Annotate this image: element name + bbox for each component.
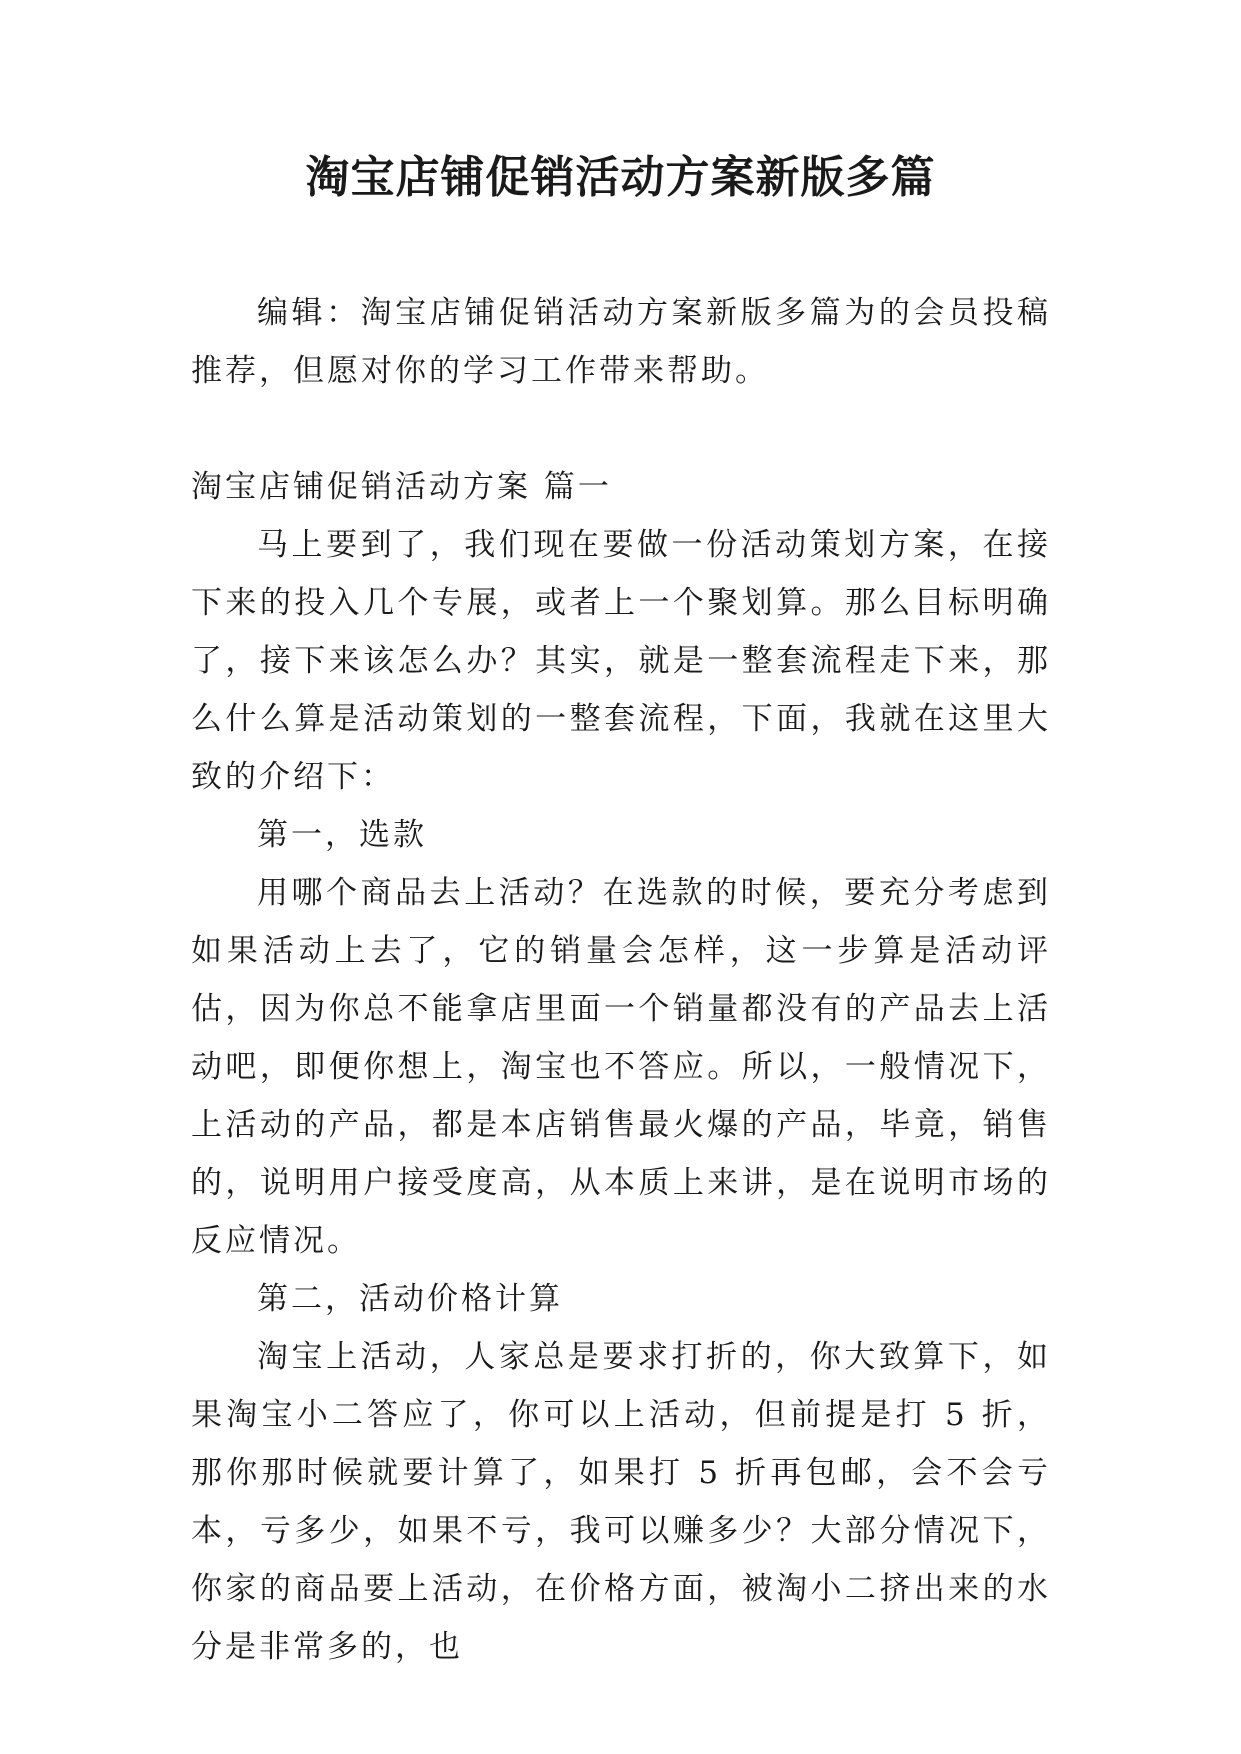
body-paragraph: 马上要到了，我们现在要做一份活动策划方案，在接下来的投入几个专展，或者上一个聚划算。那么目标明确了，接下来该怎么办？其实，就是一整套流程走下来，那么什么算是活动策划的一整套流程，下面，我就在这里大致的介绍下： <box>191 527 1051 795</box>
document-body <box>191 284 1051 1676</box>
subheading-pricing: 第二，活动价格计算 <box>257 1281 563 1317</box>
body-paragraph: 用哪个商品去上活动？在选款的时候，要充分考虑到如果活动上去了，它的销量会怎样，这一步算是活动评估，因为你总不能拿店里面一个销量都没有的产品去上活动吧，即便你想上，淘宝也不答应。所以，一般情况下，上活动的产品，都是本店销售最火爆的产品，毕竟，销售的，说明用户接受度高，从本质上来讲，是在说明市场的反应情况。 <box>191 875 1051 1259</box>
subheading-selection: 第一，选款 <box>257 817 427 853</box>
body-paragraph: 淘宝上活动，人家总是要求打折的，你大致算下，如果淘宝小二答应了，你可以上活动，但前提是打 5 折，那你那时候就要计算了，如果打 5 折再包邮，会不会亏本，亏多少，如果不亏，我可以赚多少？大部分情况下，你家的商品要上活动，在价格方面，被淘小二挤出来的水分是非常多的，也 <box>191 1339 1051 1665</box>
section-heading: 淘宝店铺促销活动方案 篇一 <box>191 469 612 505</box>
intro-paragraph: 编辑：淘宝店铺促销活动方案新版多篇为的会员投稿推荐，但愿对你的学习工作带来帮助。 <box>191 295 1051 389</box>
page-title: 淘宝店铺促销活动方案新版多篇 <box>305 152 936 203</box>
